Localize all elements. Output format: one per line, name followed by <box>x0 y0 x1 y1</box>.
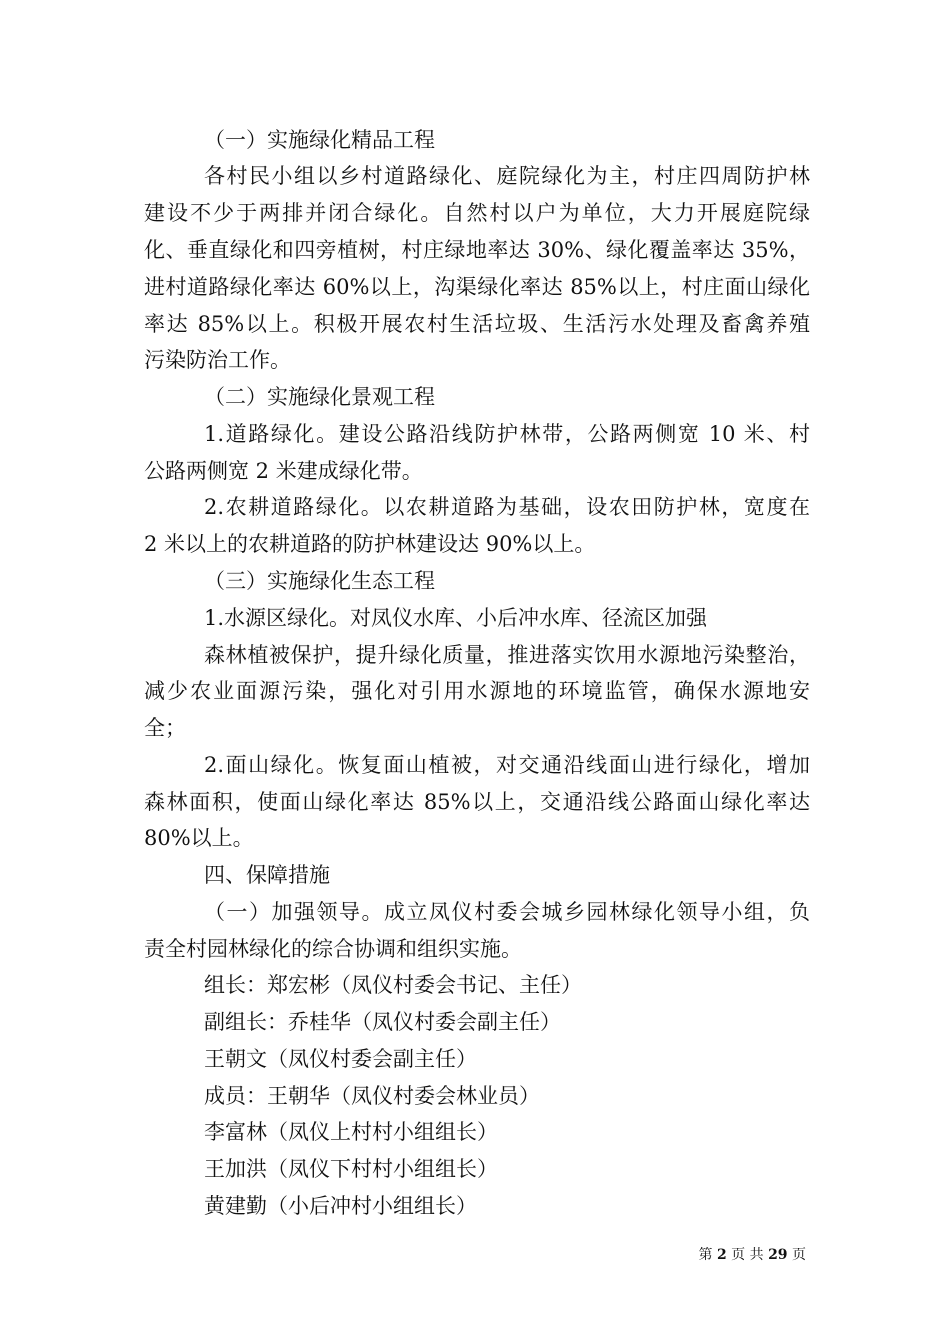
member-line: 副组长：乔桂华（凤仪村委会副主任） <box>204 1010 561 1034</box>
paragraph-line: 减少农业面源污染，强化对引用水源地的环境监管，确保水源地安 <box>144 679 810 703</box>
paragraph-line: 2.农耕道路绿化。以农耕道路为基础，设农田防护林，宽度在 <box>204 495 810 519</box>
paragraph-line: 化、垂直绿化和四旁植树，村庄绿地率达 30%、绿化覆盖率达 35%， <box>144 238 810 262</box>
paragraph-line: （一）加强领导。成立凤仪村委会城乡园林绿化领导小组，负 <box>204 900 810 924</box>
section-heading: 四、保障措施 <box>204 863 330 887</box>
member-line: 成员：王朝华（凤仪村委会林业员） <box>204 1084 540 1108</box>
footer-middle: 页 共 <box>731 1247 764 1263</box>
paragraph-line: 2 米以上的农耕道路的防护林建设达 90%以上。 <box>144 532 596 556</box>
section-heading: （三）实施绿化生态工程 <box>204 569 435 593</box>
paragraph-line: 各村民小组以乡村道路绿化、庭院绿化为主，村庄四周防护林 <box>204 164 810 188</box>
paragraph-line: 进村道路绿化率达 60%以上，沟渠绿化率达 85%以上，村庄面山绿化 <box>144 275 810 299</box>
member-line: 李富林（凤仪上村村小组组长） <box>204 1120 498 1144</box>
member-line: 组长：郑宏彬（凤仪村委会书记、主任） <box>204 973 582 997</box>
paragraph-line: 全； <box>144 716 186 740</box>
paragraph-line: 污染防治工作。 <box>144 348 291 372</box>
paragraph-line: 公路两侧宽 2 米建成绿化带。 <box>144 459 423 483</box>
total-pages-number: 29 <box>768 1247 788 1263</box>
paragraph-line: 1.水源区绿化。对凤仪水库、小后冲水库、径流区加强 <box>204 606 708 630</box>
footer-prefix: 第 <box>698 1247 713 1263</box>
paragraph-line: 率达 85%以上。积极开展农村生活垃圾、生活污水处理及畜禽养殖 <box>144 312 810 336</box>
paragraph-line: 责全村园林绿化的综合协调和组织实施。 <box>144 937 522 961</box>
paragraph-line: 森林面积，使面山绿化率达 85%以上，交通沿线公路面山绿化率达 <box>144 790 810 814</box>
section-heading: （二）实施绿化景观工程 <box>204 385 435 409</box>
current-page-number: 2 <box>716 1247 727 1263</box>
member-line: 王朝文（凤仪村委会副主任） <box>204 1047 477 1071</box>
section-heading: （一）实施绿化精品工程 <box>204 128 435 152</box>
member-line: 王加洪（凤仪下村村小组组长） <box>204 1157 498 1181</box>
footer-suffix: 页 <box>792 1247 806 1263</box>
page-footer <box>0 1245 806 1265</box>
paragraph-line: 建设不少于两排并闭合绿化。自然村以户为单位，大力开展庭院绿 <box>144 201 810 225</box>
paragraph-line: 1.道路绿化。建设公路沿线防护林带，公路两侧宽 10 米、村 <box>204 422 810 446</box>
paragraph-line: 80%以上。 <box>144 826 254 850</box>
paragraph-line: 2.面山绿化。恢复面山植被，对交通沿线面山进行绿化，增加 <box>204 753 810 777</box>
paragraph-line: 森林植被保护，提升绿化质量，推进落实饮用水源地污染整治， <box>204 643 810 667</box>
member-line: 黄建勤（小后冲村小组组长） <box>204 1194 477 1218</box>
